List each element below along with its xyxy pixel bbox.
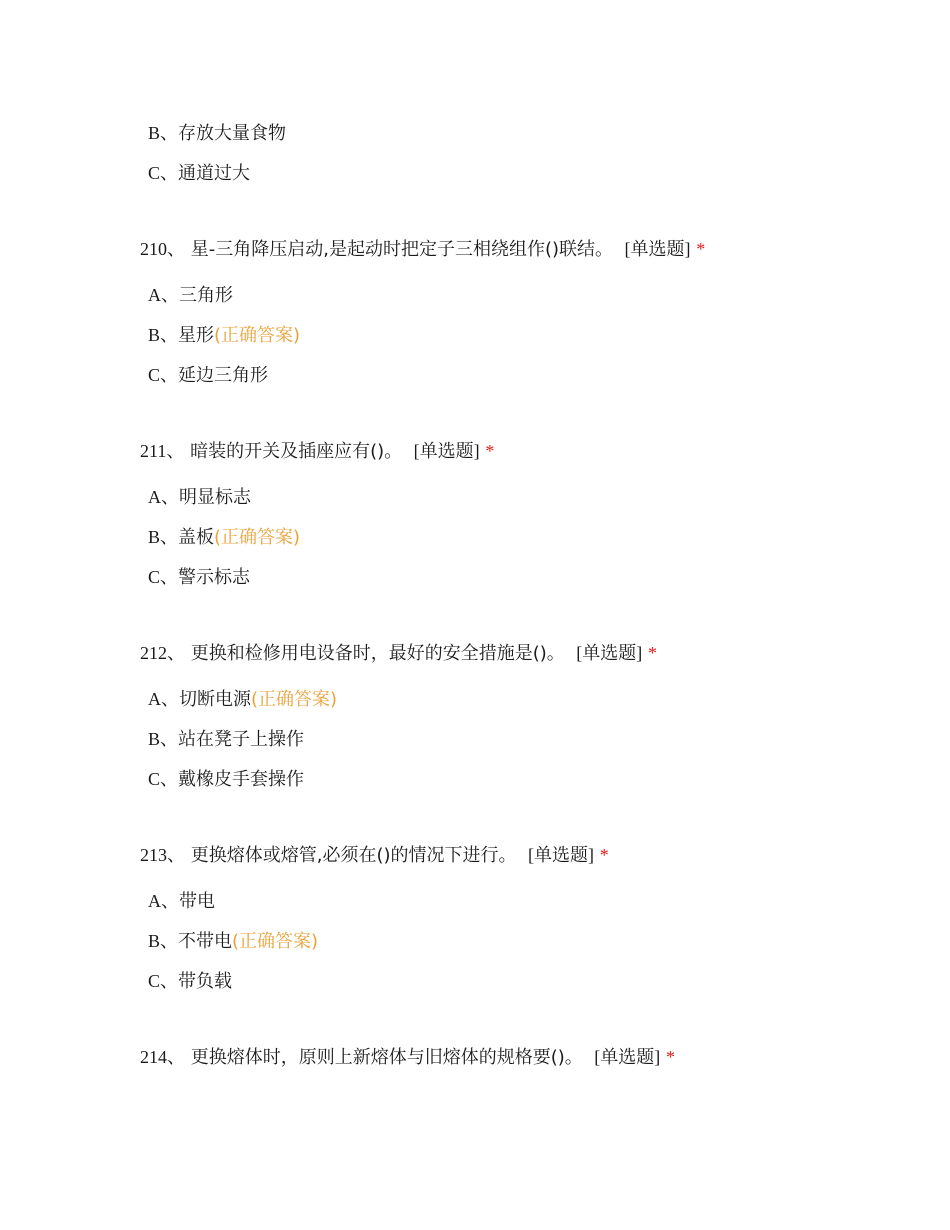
option-text: 三角形 [179,285,233,306]
option-item [148,283,233,308]
option-text: 警示标志 [178,567,251,588]
option-text: 存放大量食物 [178,123,287,144]
required-mark: * [696,239,706,259]
question-number: 210 [140,239,167,259]
option-separator: 、 [160,123,179,144]
question-number: 212 [140,643,167,663]
option-letter: B [148,729,161,749]
option-letter: B [148,527,161,547]
option-text: 戴橡皮手套操作 [178,769,305,790]
correct-answer-label: (正确答案) [214,527,301,548]
question-separator: 、 [167,643,185,664]
option-text: 通道过大 [178,163,251,184]
option-item [148,485,251,510]
required-mark: * [485,441,495,461]
type-open: [ [413,441,420,461]
option-separator: 、 [161,285,179,306]
type-close: ] [636,643,643,663]
question-type: 单选题 [600,1047,655,1068]
question-separator: 、 [166,441,185,462]
option-separator: 、 [160,163,179,184]
question-title [140,237,705,262]
question-text: 更换和检修用电设备时，最好的安全措施是()。 [190,643,565,664]
question-type: 单选题 [419,441,474,462]
question-separator: 、 [167,239,185,260]
option-letter: C [148,365,161,385]
question-title [140,1045,675,1070]
option-text: 不带电 [178,931,233,952]
option-item [148,323,300,348]
option-letter: B [148,325,161,345]
type-open: [ [527,845,534,865]
option-item [148,727,304,752]
option-item [148,767,304,792]
question-separator: 、 [167,845,185,866]
option-separator: 、 [160,971,179,992]
option-separator: 、 [160,769,179,790]
question-number: 213 [140,845,167,865]
type-close: ] [654,1047,661,1067]
option-letter: C [148,567,161,587]
question-title [140,641,657,666]
question-title [140,843,609,868]
question-text: 更换熔体或熔管,必须在()的情况下进行。 [190,845,517,866]
option-letter: A [148,689,161,709]
option-item [148,889,215,914]
question-number: 214 [140,1047,167,1067]
option-letter: A [148,891,161,911]
option-separator: 、 [161,689,179,710]
option-separator: 、 [161,487,179,508]
option-item [148,161,250,186]
option-letter: B [148,931,161,951]
type-close: ] [473,441,480,461]
type-close: ] [684,239,691,259]
option-item [148,363,268,388]
option-text: 延边三角形 [178,365,269,386]
option-text: 盖板 [178,527,215,548]
option-letter: C [148,769,161,789]
option-item [148,687,337,712]
option-text: 站在凳子上操作 [178,729,305,750]
option-text: 切断电源 [179,689,251,710]
option-text: 明显标志 [179,487,251,508]
required-mark: * [647,643,657,663]
option-letter: B [148,123,161,143]
required-mark: * [599,845,609,865]
option-text: 带电 [179,891,215,912]
option-letter: A [148,487,161,507]
option-item [148,969,232,994]
required-mark: * [665,1047,675,1067]
option-item [148,121,286,146]
question-type: 单选题 [630,239,685,260]
option-letter: C [148,971,161,991]
correct-answer-label: (正确答案) [214,325,301,346]
option-text: 带负载 [178,971,233,992]
question-type: 单选题 [533,845,588,866]
option-letter: C [148,163,161,183]
type-open: [ [624,239,631,259]
option-separator: 、 [160,325,179,346]
type-open: [ [594,1047,601,1067]
option-item [148,929,318,954]
option-text: 星形 [178,325,215,346]
option-separator: 、 [160,931,179,952]
question-text: 星-三角降压启动,是起动时把定子三相绕组作()联结。 [190,239,613,260]
correct-answer-label: (正确答案) [251,689,338,710]
question-type: 单选题 [582,643,637,664]
option-separator: 、 [160,729,179,750]
question-text: 更换熔体时，原则上新熔体与旧熔体的规格要()。 [190,1047,583,1068]
question-separator: 、 [167,1047,185,1068]
question-number: 211 [140,441,167,461]
question-text: 暗装的开关及插座应有()。 [190,441,403,462]
option-separator: 、 [161,891,179,912]
type-open: [ [576,643,583,663]
question-title [140,439,494,464]
type-close: ] [587,845,594,865]
option-item [148,525,300,550]
option-item [148,565,250,590]
option-separator: 、 [160,567,179,588]
correct-answer-label: (正确答案) [232,931,319,952]
option-separator: 、 [160,365,179,386]
option-letter: A [148,285,161,305]
option-separator: 、 [160,527,179,548]
